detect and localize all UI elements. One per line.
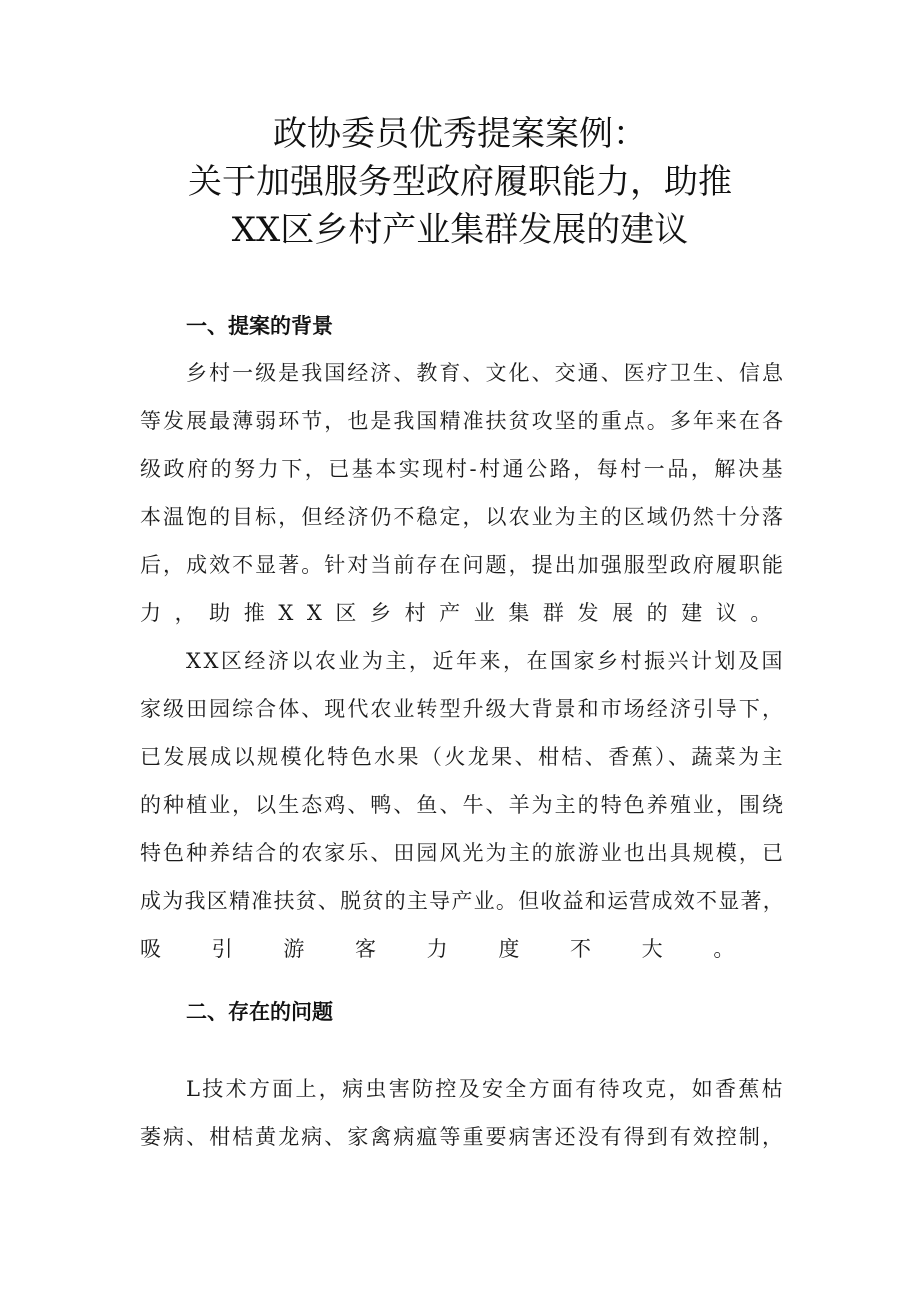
- paragraph-line: 成为我区精准扶贫、脱贫的主导产业。但收益和运营成效不显著，: [140, 889, 785, 913]
- paragraph-problems-1: [140, 1065, 785, 1161]
- paragraph-background-1: [140, 349, 785, 637]
- document-title: [0, 110, 920, 254]
- paragraph-line: 等发展最薄弱环节，也是我国精准扶贫攻坚的重点。多年来在各: [140, 409, 785, 433]
- paragraph-line: L技术方面上，病虫害防控及安全方面有待攻克，如香蕉枯: [186, 1077, 785, 1101]
- paragraph-background-2: [140, 637, 785, 973]
- paragraph-line: 吸引游客力度不大。: [140, 937, 785, 961]
- paragraph-line: XX区经济以农业为主，近年来，在国家乡村振兴计划及国: [186, 649, 785, 673]
- section-heading-problems: 二、存在的问题: [186, 1000, 333, 1024]
- title-line-1: 政协委员优秀提案案例：: [273, 114, 647, 154]
- paragraph-line: 的种植业，以生态鸡、鸭、鱼、牛、羊为主的特色养殖业，围绕: [140, 793, 785, 817]
- paragraph-line: 级政府的努力下，已基本实现村-村通公路，每村一品，解决基: [140, 457, 785, 481]
- section-heading-background: 一、提案的背景: [186, 314, 333, 338]
- paragraph-line: 本温饱的目标，但经济仍不稳定，以农业为主的区域仍然十分落: [140, 505, 785, 529]
- paragraph-line: 特色种养结合的农家乐、田园风光为主的旅游业也出具规模，已: [140, 841, 785, 865]
- paragraph-line: 乡村一级是我国经济、教育、文化、交通、医疗卫生、信息: [186, 361, 785, 385]
- title-line-2: 关于加强服务型政府履职能力，助推: [188, 162, 732, 202]
- paragraph-line: 家级田园综合体、现代农业转型升级大背景和市场经济引导下，: [140, 697, 785, 721]
- paragraph-line: 已发展成以规模化特色水果（火龙果、柑桔、香蕉）、蔬菜为主: [140, 745, 785, 769]
- paragraph-line: 后，成效不显著。针对当前存在问题，提出加强服型政府履职能: [140, 553, 785, 577]
- paragraph-line: 力，助推XX区乡村产业集群发展的建议。: [140, 601, 785, 625]
- title-line-3: XX区乡村产业集群发展的建议: [231, 210, 689, 250]
- paragraph-line: 萎病、柑桔黄龙病、家禽病瘟等重要病害还没有得到有效控制，: [140, 1125, 785, 1149]
